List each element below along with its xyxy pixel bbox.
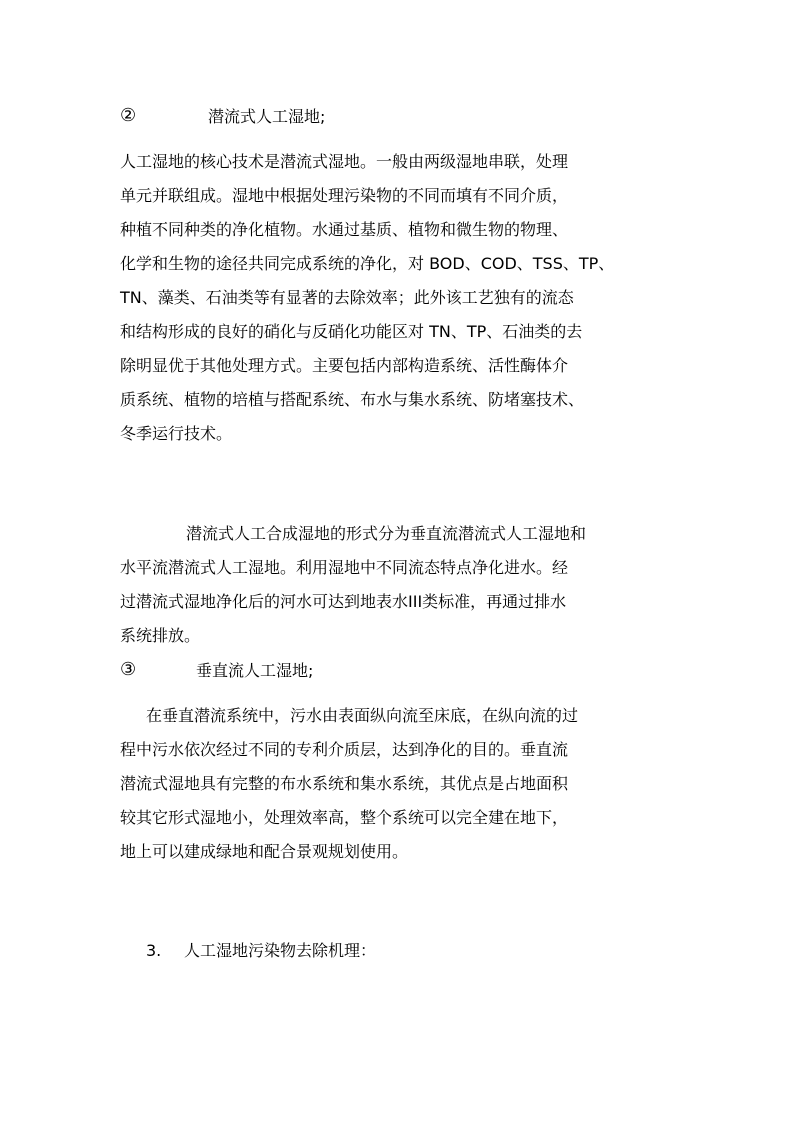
para1-line-9: 冬季运行技术。 xyxy=(120,424,233,443)
para1-line-8: 质系统、植物的培植与搭配系统、布水与集水系统、防堵塞技术、 xyxy=(120,390,585,409)
para2-line-2: 水平流潜流式人工湿地。利用湿地中不同流态特点净化进水。经 xyxy=(120,558,569,577)
para2-line-3: 过潜流式湿地净化后的河水可达到地表水III类标准，再通过排水 xyxy=(120,592,567,611)
para3-line-3: 潜流式湿地具有完整的布水系统和集水系统，其优点是占地面积 xyxy=(120,774,569,793)
para1-line-2: 单元并联组成。湿地中根据处理污染物的不同而填有不同介质， xyxy=(120,186,569,205)
para1-line-1: 人工湿地的核心技术是潜流式湿地。一般由两级湿地串联，处理 xyxy=(120,152,569,171)
section-3-title: 垂直流人工湿地; xyxy=(196,661,314,680)
para3-line-5: 地上可以建成绿地和配合景观规划使用。 xyxy=(120,842,409,861)
para1-line-6: 和结构形成的良好的硝化与反硝化功能区对 TN、TP、石油类的去 xyxy=(120,322,583,341)
para3-line-4: 较其它形式湿地小，处理效率高，整个系统可以完全建在地下， xyxy=(120,808,569,827)
section-2-marker: ② xyxy=(120,105,137,126)
para1-line-4: 化学和生物的途径共同完成系统的净化，对 BOD、COD、TSS、TP、 xyxy=(120,254,615,273)
para1-line-3: 种植不同种类的净化植物。水通过基质、植物和微生物的物理、 xyxy=(120,220,569,239)
section-4-number: 3. xyxy=(146,941,162,960)
section-4-title: 人工湿地污染物去除机理： xyxy=(184,941,377,960)
section-2-title: 潜流式人工湿地; xyxy=(208,107,326,126)
para3-line-1: 在垂直潜流系统中，污水由表面纵向流至床底，在纵向流的过 xyxy=(146,706,579,725)
para1-line-7: 除明显优于其他处理方式。主要包括内部构造系统、活性酶体介 xyxy=(120,356,569,375)
section-3-marker: ③ xyxy=(120,659,137,680)
para1-line-5: TN、藻类、石油类等有显著的去除效率；此外该工艺独有的流态 xyxy=(120,288,574,307)
para2-line-1: 潜流式人工合成湿地的形式分为垂直流潜流式人工湿地和 xyxy=(186,524,587,543)
para2-line-4: 系统排放。 xyxy=(120,626,201,645)
para3-line-2: 程中污水依次经过不同的专利介质层，达到净化的目的。垂直流 xyxy=(120,740,569,759)
